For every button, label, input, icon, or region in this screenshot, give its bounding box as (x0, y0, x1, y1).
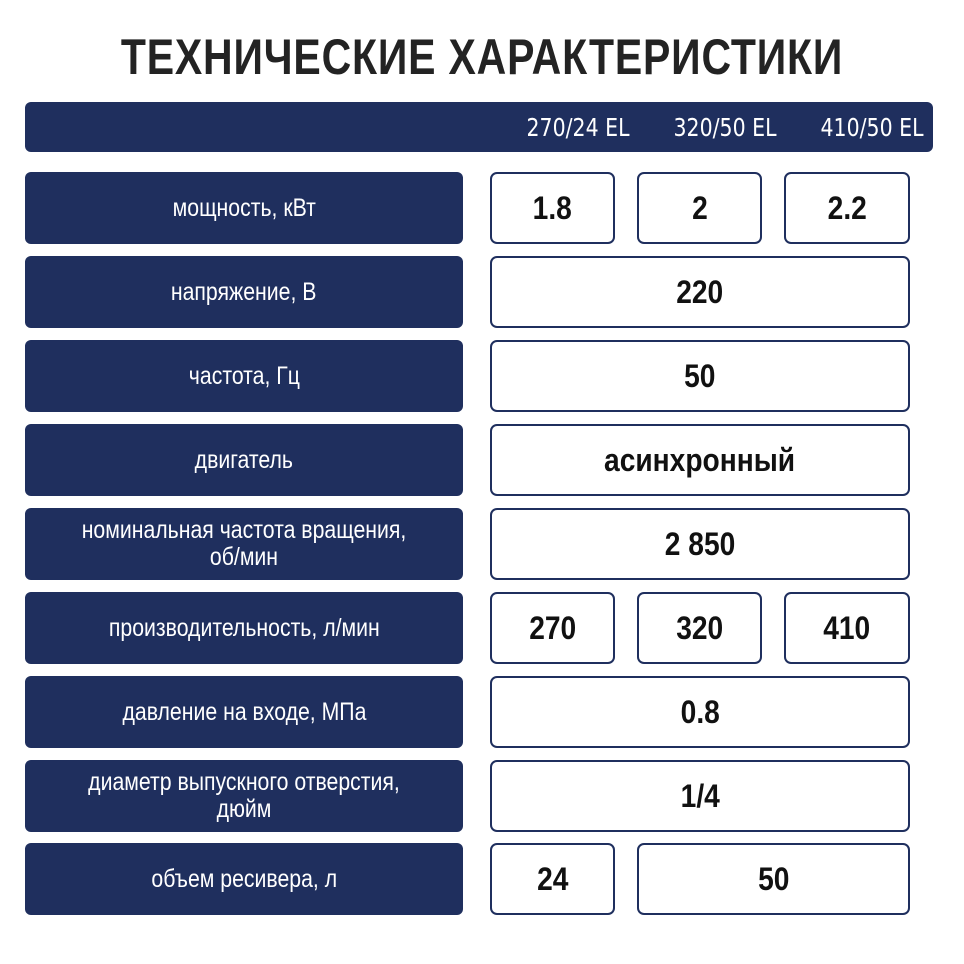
receiver-volume-value-50: 50 (637, 843, 910, 915)
row-label-receiver-volume: объем ресивера, л (25, 843, 463, 915)
models-header (25, 102, 933, 152)
page-title: ТЕХНИЧЕСКИЕ ХАРАКТЕРИСТИКИ (120, 29, 844, 85)
model-320-50-el: 320/50 EL (673, 113, 777, 142)
row-label-motor: двигатель (25, 424, 463, 496)
capacity-value-270: 270 (490, 592, 615, 664)
rotation-speed-value: 2 850 (490, 508, 910, 580)
row-label-outlet-diameter: диаметр выпускного отверстия, дюйм (25, 760, 463, 832)
row-label-power: мощность, кВт (25, 172, 463, 244)
power-value-320: 2 (637, 172, 762, 244)
power-value-410: 2.2 (784, 172, 910, 244)
row-label-pressure: давление на входе, МПа (25, 676, 463, 748)
receiver-volume-value-24: 24 (490, 843, 615, 915)
row-label-frequency: частота, Гц (25, 340, 463, 412)
row-label-rotation-speed: номинальная частота вращения, об/мин (25, 508, 463, 580)
capacity-value-320: 320 (637, 592, 762, 664)
model-410-50-el: 410/50 EL (820, 113, 924, 142)
capacity-value-410: 410 (784, 592, 910, 664)
row-label-capacity: производительность, л/мин (25, 592, 463, 664)
outlet-diameter-value: 1/4 (490, 760, 910, 832)
pressure-value: 0.8 (490, 676, 910, 748)
motor-value: асинхронный (490, 424, 910, 496)
voltage-value: 220 (490, 256, 910, 328)
row-label-voltage: напряжение, В (25, 256, 463, 328)
frequency-value: 50 (490, 340, 910, 412)
power-value-270: 1.8 (490, 172, 615, 244)
model-270-24-el: 270/24 EL (526, 113, 630, 142)
